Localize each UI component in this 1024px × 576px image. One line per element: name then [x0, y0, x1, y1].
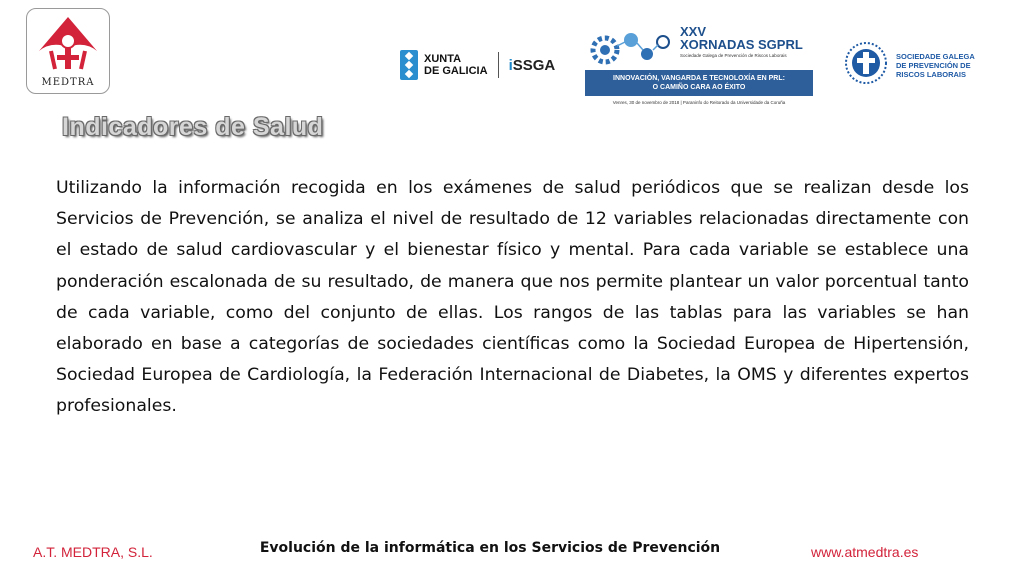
xornadas-subtitle: Sociedade Galega de Prevención de Riscos Laborais: [680, 53, 787, 58]
xornadas-banner: [585, 70, 813, 96]
sgprl-society-logo: [840, 40, 990, 86]
issga-prefix: i: [508, 56, 513, 74]
xunta-issga-logo: [400, 48, 555, 82]
xornadas-sgprl-logo: [585, 18, 815, 110]
medtra-logo: [26, 8, 110, 94]
xornadas-edition: XXV: [680, 24, 707, 39]
slide-title: Indicadores de Salud: [62, 113, 324, 141]
banner-line2: O CAMIÑO CARA AO ÉXITO: [652, 84, 746, 91]
medtra-emblem-icon: [31, 11, 105, 75]
footer-company: A.T. MEDTRA, S.L.: [33, 544, 153, 560]
logo-divider: [498, 52, 499, 78]
xornadas-title: XORNADAS SGPRL: [680, 37, 803, 52]
footer-website-link[interactable]: www.atmedtra.es: [811, 544, 919, 560]
xunta-flag-icon: [400, 50, 418, 80]
issga-wordmark: [509, 57, 556, 74]
issga-rest: SSGA: [512, 56, 556, 74]
medtra-wordmark: MEDTRA: [41, 77, 95, 88]
xunta-line2: DE GALICIA: [424, 65, 488, 77]
xornadas-date: Venres, 30 de novembro de 2018 | Paraninfo do Reitorado da Universidade da Coruña: [612, 100, 786, 105]
gear-network-icon: [587, 28, 675, 70]
banner-line1: INNOVACIÓN, VANGARDA E TECNOLOXÍA EN PRL:: [613, 75, 785, 82]
sgprl-wordmark: SOCIEDADE GALEGA DE PREVENCIÓN DE RISCOS LABORAIS: [896, 52, 975, 79]
xunta-line1: XUNTA: [424, 53, 462, 65]
footer-presentation-title: Evolución de la informática en los Servicios de Prevención: [259, 540, 721, 556]
body-paragraph: Utilizando la información recogida en los exámenes de salud periódicos que se realizan desde los Servicios de Prevención, se analiza el nivel de resultado de 12 variables relacionadas directamente con el estado de salud cardiovascular y el bienestar físico y mental. Para cada variable se establece una ponderación escalonada de su resultado, de manera que nos permite plantear un valor porcentual tanto de cada variable, como del conjunto de ellas. Los rangos de las tablas para las variables se han elaborado en base a categorías de sociedades científicas como la Sociedad Europea de Hipertensión, Sociedad Europea de Cardiología, la Federación Internacional de Diabetes, la OMS y diferentes expertos profesionales.: [56, 178, 969, 417]
sgprl-emblem-icon: [840, 40, 892, 86]
xunta-wordmark: [424, 53, 488, 77]
